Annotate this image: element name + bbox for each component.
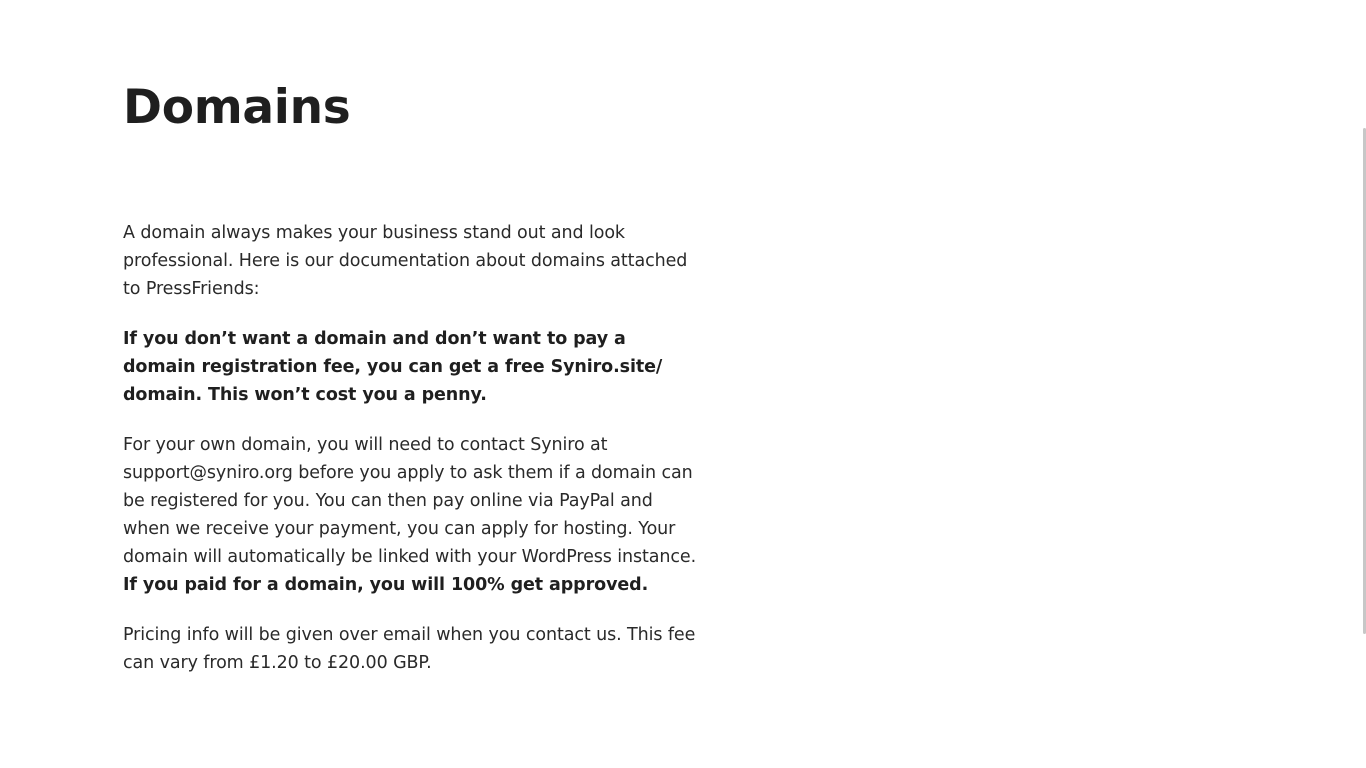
approval-note: If you paid for a domain, you will 100% get approved.: [123, 575, 649, 595]
pricing-paragraph: Pricing info will be given over email when you contact us. This fee can vary from £1.20 to £20.00 GBP.: [123, 625, 696, 673]
intro-paragraph: A domain always makes your business stand out and look professional. Here is our documentation about domains attached to PressFriends:: [123, 223, 688, 299]
article: [123, 78, 703, 677]
free-domain-paragraph: If you don’t want a domain and don’t want to pay a domain registration fee, you can get a free Syniro.site/ domain. This won’t cost you a penny.: [123, 329, 663, 405]
own-domain-paragraph: [123, 431, 703, 599]
page-title: Domains: [123, 80, 351, 135]
own-domain-text: For your own domain, you will need to contact Syniro at support@syniro.org before you apply to ask them if a domain can be registered for you. You can then pay online via PayPal and when we receive your payment, you can apply for hosting. Your domain will automatically be linked with your WordPress instance.: [123, 435, 697, 567]
